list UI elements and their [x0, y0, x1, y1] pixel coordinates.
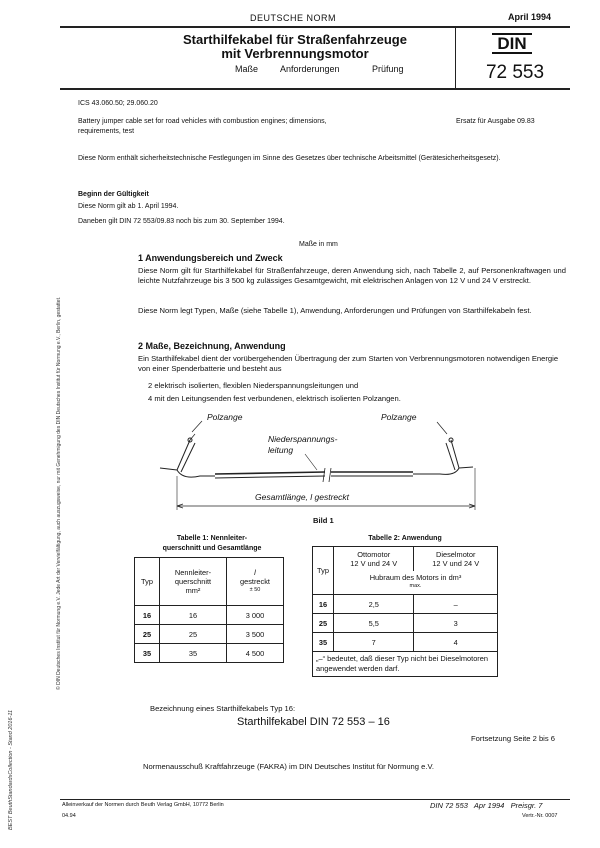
table-row: [135, 644, 284, 663]
subtitle-measures: Maße: [235, 64, 259, 74]
table1-typ-cell: 25: [135, 625, 160, 644]
table-row: [313, 614, 498, 633]
norm-label: DEUTSCHE NORM: [250, 13, 337, 23]
table1-header-row: [135, 558, 284, 606]
table2-otto-cell: 7: [334, 633, 414, 652]
cable-label-line1: Niederspannungs-: [268, 434, 338, 444]
ics-code: ICS 43.060.50; 29.060.20: [78, 100, 158, 107]
footer-rule: [60, 799, 570, 800]
section1-para2: Diese Norm legt Typen, Maße (siehe Tabelle 1), Anwendung, Anforderungen und Prüfungen von Starthilfekabeln fest.: [138, 306, 532, 315]
validity-line1: Diese Norm gilt ab 1. April 1994.: [78, 203, 179, 210]
table2-typ-cell: 35: [313, 633, 334, 652]
section1-heading: 1 Anwendungsbereich und Zweck: [138, 253, 283, 263]
table1-qs-cell: 25: [160, 625, 227, 644]
table2-header-typ: Typ: [313, 547, 334, 595]
table2: [312, 546, 498, 677]
right-clamp-label: Polzange: [381, 412, 417, 422]
table1-header-length: [227, 558, 284, 606]
table-row: [135, 625, 284, 644]
cable-label-line2: leitung: [268, 445, 294, 455]
table1-header-l-line2: gestreckt: [240, 577, 270, 586]
left-clamp-label: Polzange: [207, 412, 243, 422]
table2-otto-cell: 2,5: [334, 595, 414, 614]
table-row: [313, 595, 498, 614]
table1-typ-cell: 16: [135, 606, 160, 625]
din-number: 72 553: [485, 62, 545, 83]
table2-subheader-max: max.: [409, 583, 422, 590]
table1-header-typ: Typ: [135, 558, 160, 606]
table1-length-cell: 4 500: [227, 644, 284, 663]
table2-diesel-cell: 4: [414, 633, 498, 652]
section2-item2: 4 mit den Leitungsenden fest verbundenen, elektrisch isolierten Polzangen.: [148, 394, 401, 403]
section2-para1: Ein Starthilfekabel dient der vorübergehenden Übertragung der zum Starten von Verbrennungsmotoren notwendigen Energie von einer Spenderbatterie und besteht aus: [138, 354, 559, 373]
title-line1: Starthilfekabel für Straßenfahrzeuge: [183, 32, 407, 47]
table1-header-qs-line1: Nennleiter-: [174, 568, 212, 577]
subtitle-test: Prüfung: [372, 64, 404, 74]
table1-typ-cell: 35: [135, 644, 160, 663]
table1-header-cross-section: [160, 558, 227, 606]
committee-note: Normenausschuß Kraftfahrzeuge (FAKRA) im DIN Deutsches Institut für Normung e.V.: [143, 762, 434, 771]
length-label: Gesamtlänge, l gestreckt: [255, 492, 350, 502]
table2-otto-line2: 12 V und 24 V: [350, 558, 398, 568]
validity-heading: Beginn der Gültigkeit: [78, 191, 149, 198]
designation-intro: Bezeichnung eines Starthilfekabels Typ 16:: [150, 704, 296, 713]
table2-caption: Tabelle 2: Anwendung: [368, 535, 442, 542]
designation-value: Starthilfekabel DIN 72 553 – 16: [237, 716, 390, 728]
validity-line2: Daneben gilt DIN 72 553/09.83 noch bis zum 30. September 1994.: [78, 218, 285, 225]
safety-note: Diese Norm enthält sicherheitstechnische Festlegungen im Sinne des Gesetzes über technische Arbeitsmittel (Gerätesicherheitsgesetz).: [78, 155, 501, 162]
table1-qs-cell: 16: [160, 606, 227, 625]
table2-header-otto: [334, 547, 414, 571]
continuation-note: Fortsetzung Seite 2 bis 6: [471, 734, 555, 743]
table2-diesel-cell: –: [414, 595, 498, 614]
title-line2: mit Verbrennungsmotor: [221, 46, 369, 61]
figure-caption: Bild 1: [313, 516, 334, 525]
table2-otto-line1: Ottomotor: [357, 549, 391, 559]
right-clamp-leader: [437, 422, 447, 434]
units-note: Maße in mm: [299, 241, 338, 248]
table1-caption-line1: Tabelle 1: Nennleiter-: [176, 535, 248, 542]
left-clamp-body: [177, 470, 215, 477]
table2-footnote: „–“ bedeutet, daß dieser Typ nicht bei Dieselmotoren angewendet werden darf.: [313, 652, 498, 677]
table2-otto-cell: 5,5: [334, 614, 414, 633]
table1-caption-line2: querschnitt und Gesamtlänge: [162, 545, 262, 552]
table2-header-row: [313, 547, 498, 571]
footer-vertr: Vertr.-Nr. 0007: [522, 813, 558, 819]
table1-header-l-symbol: l: [254, 568, 256, 577]
right-clamp-jaw-upper: [451, 440, 459, 468]
issue-date: April 1994: [508, 12, 552, 22]
table2-subheader-row: [313, 571, 498, 595]
din-logo: DIN: [492, 33, 532, 54]
table1-length-cell: 3 000: [227, 606, 284, 625]
header-top-rule: [60, 26, 570, 28]
table2-typ-cell: 25: [313, 614, 334, 633]
table2-subheader: [334, 571, 498, 595]
left-clamp-leader: [192, 421, 202, 432]
replacement-note: Ersatz für Ausgabe 09.83: [456, 118, 535, 125]
section1-para1: Diese Norm gilt für Starthilfekabel für Straßenfahrzeuge, deren Anwendung sich, nach Tabelle 2, auf Personenkraftwagen und leichte Nutzfahrzeuge bis 3 500 kg zulässiges Gesamtgewicht, mit elektrischen Anlagen von 12 V und 24 V erstreckt.: [138, 266, 566, 285]
subtitle-requirements: Anforderungen: [280, 64, 340, 74]
section2-heading: 2 Maße, Bezeichnung, Anwendung: [138, 341, 286, 351]
table2-diesel-cell: 3: [414, 614, 498, 633]
logo-divider: [455, 28, 456, 88]
table1-header-qs-line2: querschnitt: [174, 577, 212, 586]
footer-edition: 04.94: [62, 813, 76, 819]
table-row: [135, 606, 284, 625]
right-clamp-body: [413, 468, 459, 474]
table2-subheader-text: Hubraum des Motors in dm³: [369, 573, 462, 583]
footer-reference: DIN 72 553 Apr 1994 Preisgr. 7: [430, 801, 543, 810]
english-title: Battery jumper cable set for road vehicles with combustion engines; dimensions, requirements, test: [78, 118, 327, 135]
table2-typ-cell: 16: [313, 595, 334, 614]
table1-length-cell: 3 500: [227, 625, 284, 644]
jumper-cable-figure: [155, 410, 565, 522]
table2-diesel-line1: Dieselmotor: [436, 549, 476, 559]
table2-header-diesel: [414, 547, 498, 571]
table1: [134, 557, 284, 663]
header-bottom-rule: [60, 88, 570, 90]
bsc-sidebar: BEST BeuthStandardsCollection - Stand 2016-11: [8, 709, 14, 830]
table2-diesel-line2: 12 V und 24 V: [432, 558, 480, 568]
cable-left: [215, 472, 325, 474]
section2-item1: 2 elektrisch isolierten, flexiblen Niederspannungsleitungen und: [148, 381, 359, 390]
table-row: [313, 633, 498, 652]
copyright-sidebar: © DIN Deutsches Institut für Normung e.V. Jede Art der Vervielfältigung, auch auszugsweise, nur mit Genehmigung des DIN Deutsches Institut für Normung e.V., Berlin, gestattet.: [56, 296, 62, 690]
table2-footnote-row: [313, 652, 498, 677]
footer-sales-note: Alleinverkauf der Normen durch Beuth Verlag GmbH, 10772 Berlin: [62, 802, 224, 808]
table1-qs-cell: 35: [160, 644, 227, 663]
left-clamp-jaw-upper: [177, 440, 190, 470]
table1-header-l-tol: ± 50: [249, 587, 261, 593]
table1-header-qs-unit: mm²: [185, 586, 201, 595]
